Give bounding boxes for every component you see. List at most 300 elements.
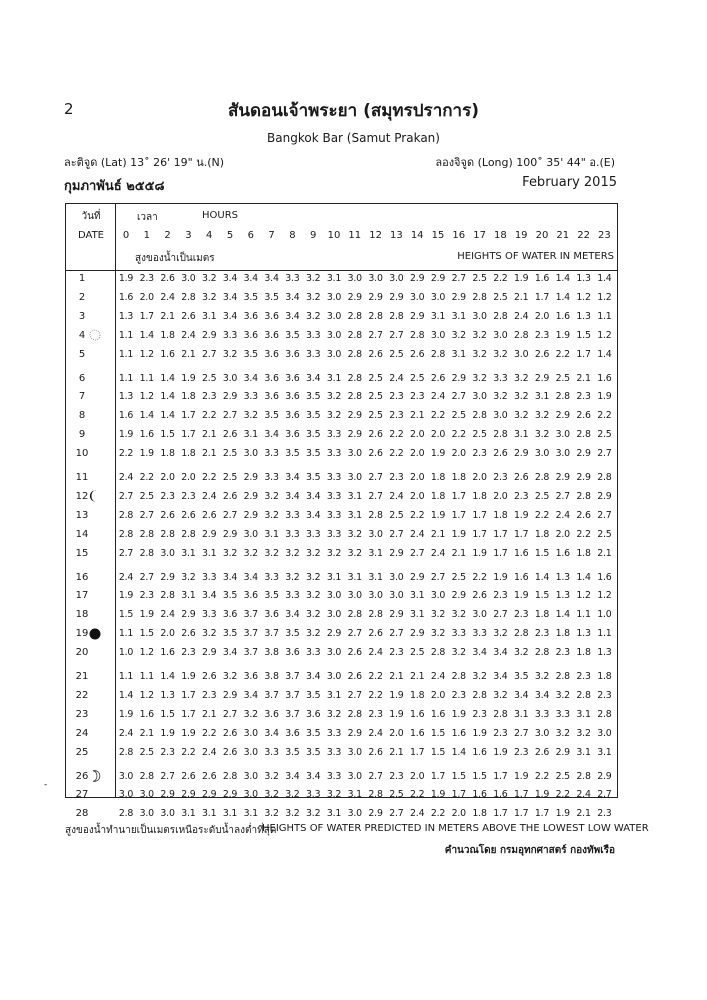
height-cell: 2.0 xyxy=(451,808,466,820)
height-cell: 2.8 xyxy=(347,391,362,403)
height-cell: 2.7 xyxy=(451,391,466,403)
longitude-text: ลองจิจูด (Long) 100˚ 35' 44" อ.(E) xyxy=(435,156,615,169)
height-cell: 1.3 xyxy=(576,273,591,284)
height-cell: 2.8 xyxy=(181,528,196,540)
height-cell: 2.3 xyxy=(451,689,466,701)
height-cell: 3.7 xyxy=(243,647,258,659)
height-cell: 2.4 xyxy=(389,372,404,384)
height-cell: 2.7 xyxy=(389,628,404,640)
height-cell: 2.5 xyxy=(597,528,612,540)
height-cell: 2.7 xyxy=(514,727,529,739)
height-cell: 3.5 xyxy=(264,291,279,303)
height-cell: 3.0 xyxy=(514,348,529,360)
height-cell: 3.0 xyxy=(326,647,342,659)
height-cell: 2.9 xyxy=(222,391,238,403)
height-cell: 2.5 xyxy=(139,490,154,502)
height-cell: 2.8 xyxy=(139,770,154,782)
height-cell: 2.2 xyxy=(493,273,508,284)
height-cell: 1.7 xyxy=(410,746,425,758)
height-cell: 3.2 xyxy=(202,273,217,284)
height-cell: 2.8 xyxy=(472,410,487,422)
height-cell: 2.2 xyxy=(555,348,570,360)
footer-note-english: HEIGHTS OF WATER PREDICTED IN METERS ABOVE THE LOWEST LOW WATER xyxy=(262,823,649,834)
day-label: 2 xyxy=(78,291,86,303)
height-cell: 3.1 xyxy=(243,808,258,820)
height-cell: 1.7 xyxy=(451,509,466,521)
height-cell: 1.2 xyxy=(139,689,154,701)
height-cell: 3.1 xyxy=(347,490,362,502)
height-cell: 3.2 xyxy=(326,391,342,403)
day-label: 6 xyxy=(78,372,86,384)
height-cell: 2.2 xyxy=(202,410,217,422)
day-label: 24 xyxy=(75,727,89,739)
height-cell: 1.8 xyxy=(181,448,196,460)
height-cell: 3.2 xyxy=(326,708,342,720)
height-cell: 3.2 xyxy=(451,609,466,621)
height-cell: 3.7 xyxy=(264,689,279,701)
height-cell: 3.1 xyxy=(326,808,342,820)
height-cell: 3.5 xyxy=(306,746,321,758)
height-cell: 3.4 xyxy=(306,372,321,384)
height-cell: 2.0 xyxy=(410,448,425,460)
height-cell: 3.7 xyxy=(285,671,300,682)
height-cell: 3.2 xyxy=(576,727,591,739)
date-header-english: DATE xyxy=(77,230,104,241)
height-cell: 3.1 xyxy=(181,808,196,820)
height-cell: 3.2 xyxy=(555,727,570,739)
height-cell: 3.4 xyxy=(472,647,487,659)
height-cell: 2.2 xyxy=(410,789,425,801)
height-cell: 2.1 xyxy=(389,746,404,758)
height-cell: 2.6 xyxy=(222,490,238,502)
height-cell: 3.2 xyxy=(451,647,466,659)
height-cell: 3.0 xyxy=(430,590,446,602)
height-cell: 1.1 xyxy=(118,372,134,384)
height-cell: 1.1 xyxy=(118,628,134,640)
height-cell: 2.6 xyxy=(347,647,362,659)
height-cell: 2.6 xyxy=(368,746,383,758)
height-cell: 1.5 xyxy=(160,429,175,441)
height-cell: 3.0 xyxy=(139,808,154,820)
height-cell: 1.6 xyxy=(597,571,612,583)
height-cell: 3.6 xyxy=(285,647,300,659)
height-cell: 2.5 xyxy=(368,410,383,422)
height-cell: 3.4 xyxy=(285,490,300,502)
height-cell: 1.8 xyxy=(181,391,196,403)
height-cell: 2.3 xyxy=(534,329,550,341)
height-cell: 3.2 xyxy=(222,348,238,360)
height-cell: 2.7 xyxy=(118,547,134,559)
height-cell: 1.6 xyxy=(118,291,134,303)
height-cell: 2.4 xyxy=(389,490,404,502)
height-cell: 2.0 xyxy=(410,429,425,441)
height-cell: 3.0 xyxy=(347,448,362,460)
day-label: 25 xyxy=(75,746,89,758)
height-cell: 2.8 xyxy=(389,310,404,322)
height-cell: 2.9 xyxy=(181,609,196,621)
height-cell: 1.4 xyxy=(139,410,154,422)
height-cell: 1.5 xyxy=(451,770,466,782)
height-cell: 3.4 xyxy=(514,689,529,701)
height-cell: 1.9 xyxy=(389,708,404,720)
height-cell: 2.2 xyxy=(118,448,134,460)
height-cell: 2.8 xyxy=(222,770,238,782)
height-cell: 2.0 xyxy=(181,472,196,483)
height-cell: 2.7 xyxy=(139,509,154,521)
height-cell: 2.0 xyxy=(451,448,466,460)
height-cell: 3.2 xyxy=(306,310,321,322)
height-cell: 1.9 xyxy=(555,808,570,820)
height-cell: 2.8 xyxy=(597,472,612,483)
height-cell: 3.0 xyxy=(160,808,175,820)
height-cell: 3.2 xyxy=(264,509,279,521)
height-cell: 3.3 xyxy=(306,789,321,801)
height-cell: 1.6 xyxy=(555,310,570,322)
height-cell: 2.7 xyxy=(389,808,404,820)
height-cell: 1.0 xyxy=(118,647,134,659)
height-cell: 3.4 xyxy=(493,671,508,682)
height-cell: 3.5 xyxy=(243,348,258,360)
height-cell: 3.3 xyxy=(264,571,279,583)
height-cell: 2.6 xyxy=(181,310,196,322)
height-cell: 3.1 xyxy=(410,609,425,621)
height-cell: 2.2 xyxy=(368,671,383,682)
height-cell: 3.0 xyxy=(243,770,258,782)
height-cell: 2.3 xyxy=(493,472,508,483)
height-cell: 3.0 xyxy=(326,590,342,602)
height-cell: 3.6 xyxy=(285,391,300,403)
height-cell: 3.2 xyxy=(534,429,550,441)
height-cell: 2.8 xyxy=(118,808,134,820)
height-cell: 3.5 xyxy=(264,410,279,422)
height-cell: 2.8 xyxy=(347,609,362,621)
page-title: สันดอนเจ้าพระยา (สมุทรปราการ) xyxy=(228,101,479,121)
height-cell: 1.7 xyxy=(534,291,550,303)
hour-label: 13 xyxy=(390,230,403,241)
height-cell: 3.3 xyxy=(202,571,217,583)
height-cell: 1.2 xyxy=(576,590,591,602)
height-cell: 2.7 xyxy=(118,490,134,502)
height-cell: 1.4 xyxy=(139,329,154,341)
height-cell: 1.1 xyxy=(576,609,591,621)
height-cell: 3.2 xyxy=(202,291,217,303)
height-cell: 2.5 xyxy=(534,490,550,502)
height-cell: 3.2 xyxy=(181,571,196,583)
day-label: 23 xyxy=(75,708,89,720)
height-cell: 2.5 xyxy=(368,372,383,384)
height-cell: 1.7 xyxy=(493,808,508,820)
height-cell: 2.7 xyxy=(222,708,238,720)
height-cell: 3.2 xyxy=(202,628,217,640)
height-cell: 1.4 xyxy=(597,273,612,284)
height-cell: 3.2 xyxy=(306,291,321,303)
height-cell: 2.9 xyxy=(243,490,258,502)
height-cell: 1.3 xyxy=(555,571,570,583)
height-cell: 1.9 xyxy=(430,448,446,460)
height-cell: 3.2 xyxy=(430,609,446,621)
day-label: 20 xyxy=(75,647,89,659)
height-cell: 3.4 xyxy=(222,571,238,583)
height-cell: 3.0 xyxy=(389,273,404,284)
page-number: 2 xyxy=(64,100,74,118)
height-cell: 2.6 xyxy=(202,770,217,782)
height-cell: 2.1 xyxy=(576,372,591,384)
height-cell: 3.2 xyxy=(514,410,529,422)
height-cell: 2.9 xyxy=(514,448,529,460)
height-cell: 3.6 xyxy=(264,609,279,621)
height-cell: 3.0 xyxy=(326,348,342,360)
height-cell: 3.1 xyxy=(202,310,217,322)
height-cell: 1.9 xyxy=(160,727,175,739)
height-cell: 1.9 xyxy=(181,727,196,739)
height-cell: 2.4 xyxy=(181,329,196,341)
day-label: 12 xyxy=(75,490,89,502)
height-cell: 2.6 xyxy=(181,770,196,782)
height-cell: 1.6 xyxy=(555,547,570,559)
month-thai: กุมภาพันธ์ ๒๕๕๘ xyxy=(64,179,165,194)
new-moon-icon xyxy=(89,628,101,640)
height-cell: 3.0 xyxy=(326,291,342,303)
height-cell: 2.9 xyxy=(222,789,238,801)
height-cell: 2.8 xyxy=(514,628,529,640)
first-quarter-moon-icon xyxy=(89,329,101,341)
height-cell: 1.4 xyxy=(160,671,175,682)
height-cell: 3.0 xyxy=(368,528,383,540)
day-label: 15 xyxy=(75,547,89,559)
height-cell: 2.7 xyxy=(451,273,466,284)
height-cell: 1.4 xyxy=(118,689,134,701)
height-cell: 1.2 xyxy=(597,291,612,303)
height-cell: 3.2 xyxy=(306,547,321,559)
height-cell: 2.2 xyxy=(534,509,550,521)
hour-label: 10 xyxy=(327,230,341,241)
day-label: 11 xyxy=(75,472,89,483)
height-cell: 3.0 xyxy=(472,391,487,403)
height-cell: 2.5 xyxy=(202,372,217,384)
height-cell: 3.1 xyxy=(202,808,217,820)
height-cell: 3.0 xyxy=(368,273,383,284)
height-cell: 2.1 xyxy=(451,547,466,559)
height-cell: 3.3 xyxy=(472,628,487,640)
height-cell: 3.4 xyxy=(493,647,508,659)
height-cell: 2.7 xyxy=(347,628,362,640)
height-cell: 3.5 xyxy=(306,391,321,403)
height-cell: 2.5 xyxy=(389,348,404,360)
height-cell: 3.3 xyxy=(285,590,300,602)
height-cell: 2.3 xyxy=(410,391,425,403)
height-cell: 3.5 xyxy=(222,590,238,602)
height-cell: 3.1 xyxy=(326,372,342,384)
height-cell: 2.6 xyxy=(181,628,196,640)
height-cell: 1.2 xyxy=(139,348,154,360)
height-cell: 2.7 xyxy=(160,770,175,782)
height-cell: 2.0 xyxy=(472,472,487,483)
height-cell: 3.2 xyxy=(285,789,300,801)
height-cell: 3.1 xyxy=(347,509,362,521)
height-cell: 1.8 xyxy=(576,647,591,659)
height-cell: 2.6 xyxy=(202,509,217,521)
height-cell: 1.8 xyxy=(534,609,550,621)
height-cell: 3.3 xyxy=(306,329,321,341)
height-cell: 3.4 xyxy=(534,689,550,701)
height-cell: 1.9 xyxy=(430,789,446,801)
height-cell: 2.6 xyxy=(368,448,383,460)
height-cell: 2.9 xyxy=(347,291,362,303)
height-cell: 2.9 xyxy=(160,571,175,583)
height-cell: 2.4 xyxy=(160,609,175,621)
height-cell: 2.1 xyxy=(202,708,217,720)
height-cell: 1.7 xyxy=(514,528,529,540)
height-cell: 1.7 xyxy=(534,808,550,820)
height-cell: 2.9 xyxy=(389,547,404,559)
height-cell: 2.6 xyxy=(181,509,196,521)
height-cell: 3.1 xyxy=(368,547,383,559)
height-cell: 3.6 xyxy=(243,590,258,602)
height-cell: 2.9 xyxy=(576,472,591,483)
height-cell: 1.3 xyxy=(576,310,591,322)
height-cell: 3.5 xyxy=(306,429,321,441)
hour-label: 0 xyxy=(122,230,130,241)
height-cell: 2.6 xyxy=(222,429,238,441)
height-cell: 2.4 xyxy=(118,727,134,739)
height-cell: 3.0 xyxy=(347,746,362,758)
height-cell: 3.4 xyxy=(264,727,279,739)
height-cell: 3.2 xyxy=(347,547,362,559)
height-cell: 1.7 xyxy=(181,410,196,422)
height-cell: 1.4 xyxy=(534,571,550,583)
height-cell: 3.2 xyxy=(472,372,487,384)
height-cell: 3.5 xyxy=(222,628,238,640)
height-cell: 3.2 xyxy=(472,671,487,682)
height-cell: 3.2 xyxy=(243,547,258,559)
height-cell: 3.3 xyxy=(326,770,342,782)
height-cell: 3.3 xyxy=(326,509,342,521)
height-cell: 3.2 xyxy=(555,689,570,701)
height-cell: 3.2 xyxy=(222,547,238,559)
height-cell: 2.4 xyxy=(202,490,217,502)
height-cell: 3.2 xyxy=(534,671,550,682)
height-cell: 1.2 xyxy=(139,647,154,659)
height-cell: 2.2 xyxy=(597,410,612,422)
height-cell: 1.6 xyxy=(493,789,508,801)
height-cell: 2.7 xyxy=(222,509,238,521)
height-cell: 1.8 xyxy=(430,472,446,483)
height-cell: 1.0 xyxy=(597,609,612,621)
height-cell: 2.5 xyxy=(410,647,425,659)
height-cell: 3.0 xyxy=(181,273,196,284)
day-label: 13 xyxy=(75,509,89,521)
height-cell: 3.5 xyxy=(306,689,321,701)
height-cell: 2.8 xyxy=(181,291,196,303)
height-cell: 1.2 xyxy=(597,590,612,602)
height-cell: 3.2 xyxy=(243,410,258,422)
height-cell: 3.0 xyxy=(222,372,238,384)
height-cell: 1.8 xyxy=(430,490,446,502)
height-cell: 3.0 xyxy=(326,609,342,621)
height-cell: 3.6 xyxy=(285,727,300,739)
hour-label: 20 xyxy=(535,230,549,241)
height-cell: 2.0 xyxy=(139,291,154,303)
hour-label: 22 xyxy=(577,230,590,241)
height-cell: 3.0 xyxy=(472,310,487,322)
height-cell: 2.9 xyxy=(555,410,570,422)
height-cell: 3.6 xyxy=(222,609,238,621)
height-cell: 1.8 xyxy=(597,671,612,682)
day-label: 16 xyxy=(75,571,89,583)
height-cell: 1.8 xyxy=(451,472,466,483)
hour-label: 12 xyxy=(369,230,382,241)
height-cell: 2.3 xyxy=(181,490,196,502)
height-cell: 2.8 xyxy=(347,348,362,360)
height-cell: 2.0 xyxy=(555,528,570,540)
height-cell: 2.9 xyxy=(555,746,570,758)
height-cell: 1.9 xyxy=(118,590,134,602)
height-cell: 1.3 xyxy=(597,647,612,659)
day-label: 4 xyxy=(78,329,86,341)
height-cell: 3.3 xyxy=(326,448,342,460)
height-cell: 1.6 xyxy=(160,348,175,360)
height-cell: 2.0 xyxy=(493,490,508,502)
height-cell: 1.8 xyxy=(576,547,591,559)
height-cell: 1.7 xyxy=(493,770,508,782)
height-cell: 3.0 xyxy=(139,789,154,801)
height-cell: 2.3 xyxy=(472,448,487,460)
height-cell: 2.4 xyxy=(555,509,570,521)
height-cell: 3.4 xyxy=(285,770,300,782)
hour-label: 16 xyxy=(452,230,466,241)
height-cell: 3.0 xyxy=(243,789,258,801)
height-cell: 2.6 xyxy=(222,746,238,758)
height-cell: 1.9 xyxy=(514,590,529,602)
height-cell: 2.6 xyxy=(160,509,175,521)
height-cell: 3.4 xyxy=(202,590,217,602)
height-cell: 3.4 xyxy=(306,770,321,782)
height-cell: 2.8 xyxy=(118,509,134,521)
height-cell: 2.9 xyxy=(576,448,591,460)
height-cell: 2.7 xyxy=(202,348,217,360)
height-cell: 2.0 xyxy=(160,472,175,483)
height-cell: 2.8 xyxy=(451,671,466,682)
height-cell: 2.8 xyxy=(160,528,175,540)
height-cell: 3.0 xyxy=(243,746,258,758)
height-cell: 2.9 xyxy=(555,472,570,483)
hour-label: 9 xyxy=(310,230,317,241)
height-cell: 2.3 xyxy=(389,391,404,403)
height-cell: 2.9 xyxy=(597,770,612,782)
footer-note-thai: สูงของน้ำทำนายเป็นเมตรเหนือระดับน้ำลงต่ำที่สุด xyxy=(65,825,277,836)
height-cell: 2.5 xyxy=(493,291,508,303)
height-cell: 1.6 xyxy=(410,708,425,720)
height-cell: 2.9 xyxy=(160,789,175,801)
day-label: 22 xyxy=(75,689,89,701)
height-cell: 1.2 xyxy=(576,291,591,303)
hour-label: 4 xyxy=(206,230,213,241)
height-cell: 3.2 xyxy=(493,689,508,701)
height-cell: 1.8 xyxy=(472,490,487,502)
height-cell: 2.1 xyxy=(389,671,404,682)
height-cell: 1.7 xyxy=(493,528,508,540)
height-cell: 3.2 xyxy=(430,628,446,640)
height-cell: 3.2 xyxy=(514,647,529,659)
height-cell: 1.3 xyxy=(576,628,591,640)
height-cell: 2.4 xyxy=(202,746,217,758)
height-cell: 3.0 xyxy=(347,808,362,820)
height-cell: 2.3 xyxy=(389,647,404,659)
height-cell: 1.1 xyxy=(118,671,134,682)
height-cell: 2.0 xyxy=(534,310,550,322)
height-cell: 2.4 xyxy=(430,671,446,682)
height-cell: 3.4 xyxy=(243,372,258,384)
